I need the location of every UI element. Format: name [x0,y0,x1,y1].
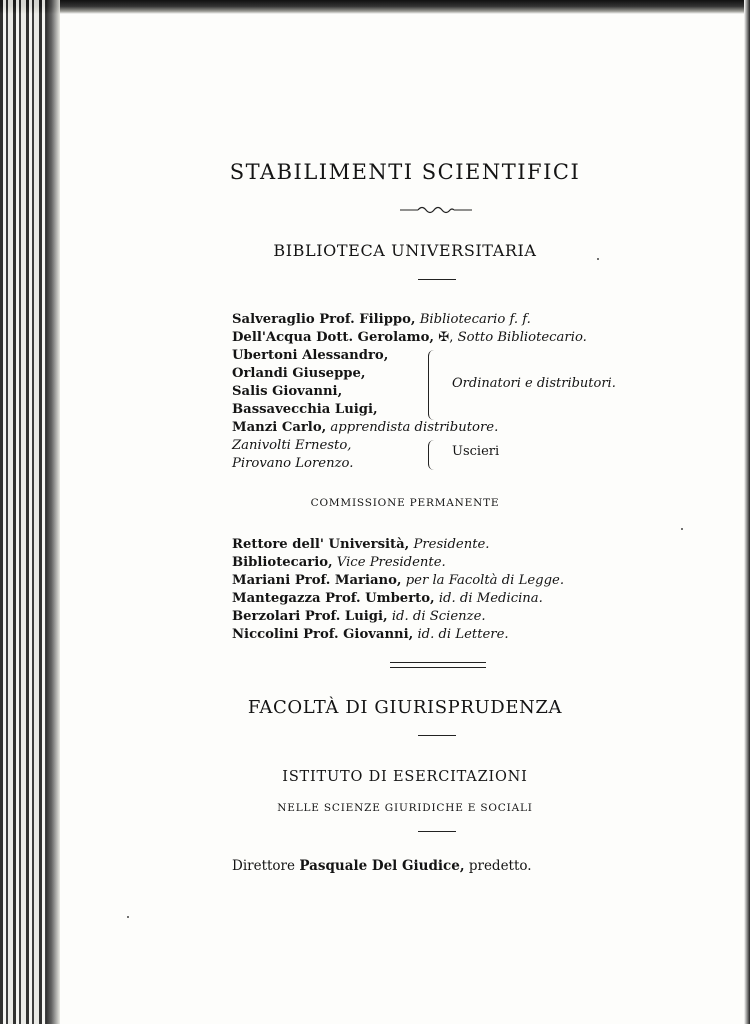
usciere-line: Pirovano Lorenzo. [232,456,354,471]
ornament-divider-icon [398,204,474,216]
member-role: per la Facoltà di Legge. [405,573,565,588]
staff-line [232,312,531,328]
ordinatori-label: Ordinatori e distributori. [452,376,616,391]
staff-line [232,402,378,418]
staff-name: Ubertoni Alessandro, [232,348,389,363]
title-rule [418,279,456,280]
member-name: Rettore dell' Università, [232,537,410,552]
institute-title: ISTITUTO DI ESERCITAZIONI [282,769,528,785]
staff-line [232,366,366,382]
staff-line [232,420,498,436]
director-label: Direttore [232,858,296,874]
scan-speck [127,916,129,918]
library-title: BIBLIOTECA UNIVERSITARIA [273,241,537,260]
staff-name: Dell'Acqua Dott. Gerolamo, [232,330,434,345]
member-role: Presidente. [413,537,490,552]
brace-ordinatori [428,350,437,420]
director-line [232,858,532,874]
staff-line [232,384,342,400]
section-heading: STABILIMENTI SCIENTIFICI [229,160,581,184]
scan-speck [597,258,599,260]
staff-role: Sotto Bibliotecario. [457,330,587,345]
scan-right-edge [744,0,750,1024]
member-name: Niccolini Prof. Giovanni, [232,627,414,642]
member-name: Mantegazza Prof. Umberto, [232,591,435,606]
member-name: Mariani Prof. Mariano, [232,573,402,588]
staff-name: Manzi Carlo, [232,420,327,435]
member-role: id. di Scienze. [391,609,486,624]
staff-line [232,330,587,346]
faculty-title: FACOLTÀ DI GIURISPRUDENZA [247,697,563,718]
brace-uscieri [428,440,437,470]
commission-line [232,609,486,625]
institute-subtitle: NELLE SCIENZE GIURIDICHE E SOCIALI [277,802,533,814]
commission-line [232,627,509,643]
book-binding-edge [0,0,60,1024]
title-rule [418,735,456,736]
member-role: id. di Medicina. [438,591,543,606]
member-role: Vice Presidente. [336,555,446,570]
member-name: Bibliotecario, [232,555,333,570]
staff-name: Salveraglio Prof. Filippo, [232,312,416,327]
staff-line [232,348,388,364]
commission-line [232,555,446,571]
uscieri-label: Uscieri [452,444,500,459]
director-name: Pasquale Del Giudice, [299,858,465,874]
staff-name: Bassavecchia Luigi, [232,402,378,417]
staff-name: Salis Giovanni, [232,384,343,399]
commission-line [232,591,543,607]
commission-line [232,537,490,553]
staff-role: apprendista distributore. [330,420,499,435]
scan-speck [681,528,683,530]
director-note: predetto. [468,858,532,874]
member-role: id. di Lettere. [417,627,509,642]
knight-cross-mark: ✠, [438,330,454,345]
section-double-rule [390,662,486,668]
commission-line [232,573,564,589]
usciere-line: Zanivolti Ernesto, [232,438,352,453]
scan-top-edge [0,0,750,14]
staff-role: Bibliotecario f. f. [419,312,531,327]
member-name: Berzolari Prof. Luigi, [232,609,388,624]
commission-title: COMMISSIONE PERMANENTE [310,497,500,509]
title-rule [418,831,456,832]
staff-name: Orlandi Giuseppe, [232,366,366,381]
